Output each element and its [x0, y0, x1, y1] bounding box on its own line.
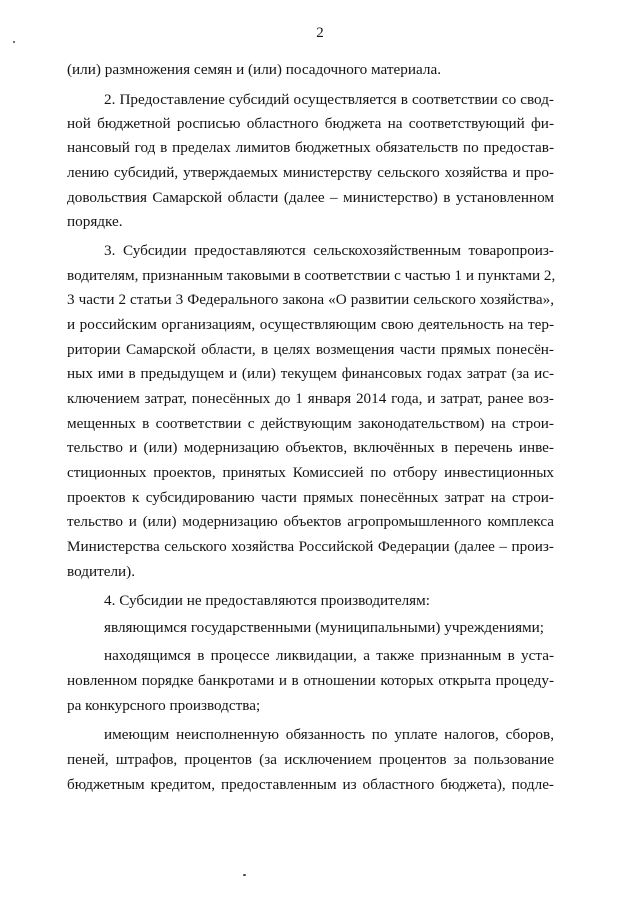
- paragraph-line: 2. Предоставление субсидий осуществляется в соответствии со свод-: [104, 91, 554, 108]
- paragraph-line: являющимся государственными (муниципальными) учреждениями;: [104, 619, 545, 636]
- paragraph-line: ра конкурсного производства;: [67, 697, 261, 714]
- paragraph-line: довольствия Самарской области (далее – министерство) в установленном: [67, 189, 554, 206]
- paragraph-line: 3 части 2 статьи 3 Федерального закона «О развитии сельского хозяйства»,: [67, 291, 554, 308]
- page-number: 2: [316, 25, 324, 41]
- paragraph-line: нансовый год в пределах лимитов бюджетных обязательств по предостав-: [67, 139, 554, 156]
- paragraph-line: 3. Субсидии предоставляются сельскохозяйственным товаропроиз-: [104, 242, 554, 259]
- paragraph-line: водители).: [67, 563, 136, 580]
- paragraph-line: мещенных в соответствии с действующим законодательством) на строи-: [67, 415, 554, 432]
- paragraph-line: водителям, признанным таковыми в соответствии с частью 1 и пунктами 2,: [67, 267, 556, 284]
- paragraph-line: новленном порядке банкротами и в отношении которых открыта процеду-: [67, 672, 554, 689]
- paragraph-line: тельство и (или) модернизацию объектов агропромышленного комплекса: [67, 513, 554, 530]
- paragraph-line: тельство и (или) модернизацию объектов, включённых в перечень инве-: [67, 439, 554, 456]
- paragraph-line: стиционных проектов, принятых Комиссией по отбору инвестиционных: [67, 464, 554, 481]
- scan-speck: [243, 874, 246, 876]
- paragraph-line: Министерства сельского хозяйства Российской Федерации (далее – произ-: [67, 538, 554, 555]
- paragraph-line: бюджетным кредитом, предоставленным из областного бюджета), подле-: [67, 776, 554, 793]
- paragraph-line: ключением затрат, понесённых до 1 января 2014 года, и затрат, ранее воз-: [67, 390, 554, 407]
- paragraph-line: порядке.: [67, 213, 123, 230]
- paragraph-line: проектов к субсидированию части прямых понесённых затрат на строи-: [67, 489, 554, 506]
- paragraph-line: пеней, штрафов, процентов (за исключением процентов за пользование: [67, 751, 554, 768]
- paragraph-line: и российским организациям, осуществляющим свою деятельность на тер-: [67, 316, 554, 333]
- paragraph-line: находящимся в процессе ликвидации, а также признанным в уста-: [104, 647, 554, 664]
- paragraph-line: лению субсидий, утверждаемых министерству сельского хозяйства и про-: [67, 164, 554, 181]
- paragraph-line: ных ими в предыдущем и (или) текущем финансовых годах затрат (за ис-: [67, 365, 554, 382]
- paragraph-line: 4. Субсидии не предоставляются производителям:: [104, 592, 430, 609]
- paragraph-line: ритории Самарской области, в целях возмещения части прямых понесён-: [67, 341, 554, 358]
- paragraph-line: ной бюджетной росписью областного бюджета на соответствующий фи-: [67, 115, 554, 132]
- scan-speck: [13, 41, 15, 43]
- paragraph-line: имеющим неисполненную обязанность по уплате налогов, сборов,: [104, 726, 554, 743]
- paragraph-line: (или) размножения семян и (или) посадочного материала.: [67, 61, 441, 78]
